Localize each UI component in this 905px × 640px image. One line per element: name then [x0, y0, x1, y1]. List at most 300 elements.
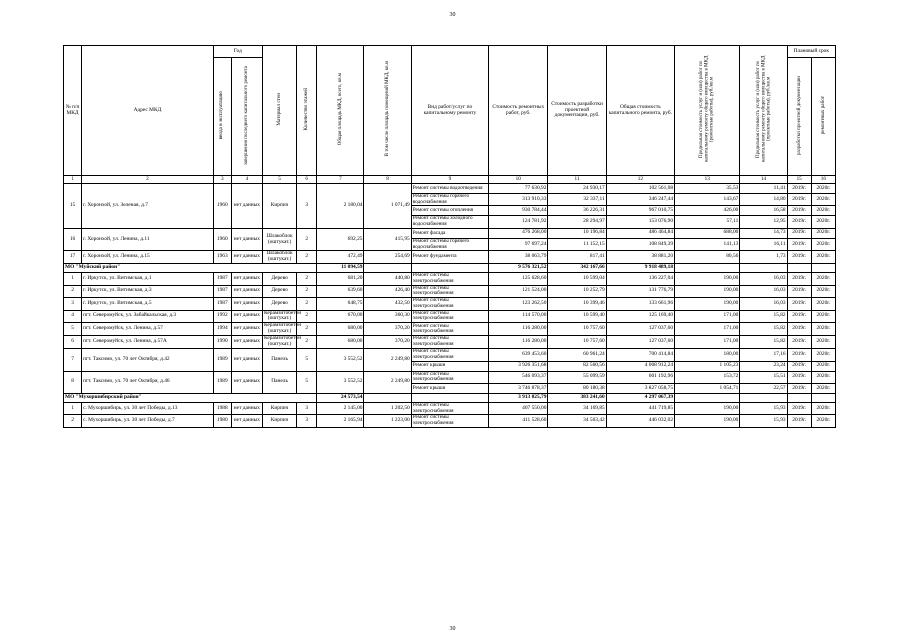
- premises-area: 415,95: [364, 228, 411, 250]
- subtotal-repair-cost: 3 913 825,79: [489, 394, 548, 403]
- limit-design-cost: 16,11: [740, 238, 787, 250]
- header-row-number: № п/п МКД: [64, 46, 82, 176]
- column-number: 16: [811, 176, 835, 184]
- repair-cost: 930 784,44: [489, 206, 548, 216]
- plan-repair-year: 2020г.: [811, 310, 835, 323]
- limit-repair-cost: 171,00: [675, 336, 740, 349]
- work-type: Ремонт системы горячего водоснабжения: [411, 238, 488, 250]
- design-cost: 32 337,11: [548, 194, 606, 206]
- repair-cost: 313 910,33: [489, 194, 548, 206]
- wall-material: Кирпич: [262, 403, 296, 415]
- limit-repair-cost: 1 054,71: [675, 384, 740, 394]
- address-cell: г. Иркутск, ул. Витимская, д.5: [82, 298, 214, 310]
- subtotal-repair-cost: 9 576 321,52: [489, 264, 548, 273]
- premises-area: 2 249,80: [364, 349, 411, 371]
- work-type: Ремонт системы горячего водоснабжения: [411, 194, 488, 206]
- repair-cost: 3 926 351,68: [489, 361, 548, 371]
- repair-cost: 546 093,37: [489, 371, 548, 383]
- limit-repair-cost: 180,00: [675, 349, 740, 361]
- table-row: [64, 323, 836, 336]
- address-cell: г. Хоронхой, ул. Ленина, д.15: [82, 251, 214, 264]
- built-year: 1992: [213, 310, 231, 323]
- plan-design-year: 2019г.: [787, 184, 811, 194]
- floors-count: 2: [297, 310, 317, 323]
- last-repair-year: нет данных: [231, 184, 262, 229]
- floors-count: 2: [297, 228, 317, 250]
- plan-repair-year: 2020г.: [811, 349, 835, 361]
- column-number: 14: [740, 176, 787, 184]
- work-type: Ремонт системы холодного водоснабжения: [411, 216, 488, 228]
- row-number: 2: [64, 415, 82, 427]
- header-premises-area: В том числе площадь помещений МКД, кв.м: [364, 46, 411, 176]
- built-year: 1960: [213, 228, 231, 250]
- wall-material: Дерево: [262, 285, 296, 297]
- total-cost: 153 076,90: [606, 216, 674, 228]
- total-area: 670,00: [317, 310, 364, 323]
- header-wall-material: Материал стен: [262, 46, 296, 176]
- header-design-cost: Стоимость разработки проектной документации, руб.: [548, 46, 606, 176]
- municipality-name: МО "Мухоршибирский район": [64, 394, 317, 403]
- empty-cell: [364, 264, 411, 273]
- header-total-cost: Общая стоимость капитального ремонта, руб.: [606, 46, 674, 176]
- repair-cost: 124 781,92: [489, 216, 548, 228]
- table-body: [64, 184, 836, 428]
- work-type: Ремонт крыши: [411, 361, 488, 371]
- wall-material: Керамзитобетон (оштукат.): [263, 335, 302, 348]
- plan-repair-year: 2020г.: [811, 194, 835, 206]
- address-cell: г. Хоронхой, ул. Зеленая, д.7: [82, 184, 214, 229]
- work-type: Ремонт системы отопления: [411, 206, 488, 216]
- total-cost: 700 414,84: [606, 349, 674, 361]
- limit-repair-cost: 190,00: [675, 285, 740, 297]
- last-repair-year: нет данных: [231, 251, 262, 264]
- total-cost: 131 776,79: [606, 285, 674, 297]
- last-repair-year: нет данных: [231, 310, 262, 323]
- last-repair-year: нет данных: [231, 371, 262, 393]
- plan-design-year: 2019г.: [787, 216, 811, 228]
- total-cost: 136 227,04: [606, 273, 674, 285]
- row-number: 4: [64, 310, 82, 323]
- repair-cost: 639 453,60: [489, 349, 548, 361]
- header-work-type: Вид работ/услуг по капитальному ремонту: [411, 46, 488, 176]
- work-type: Ремонт системы электроснабжения: [411, 349, 488, 361]
- table-row: [64, 298, 836, 310]
- plan-design-year: 2019г.: [787, 273, 811, 285]
- total-cost: 346 247,44: [606, 194, 674, 206]
- row-number: 3: [64, 298, 82, 310]
- plan-repair-year: 2020г.: [811, 285, 835, 297]
- limit-design-cost: 15,93: [740, 403, 787, 415]
- limit-repair-cost: 80,56: [675, 251, 740, 264]
- header-plan-design: разработки проектной документации: [787, 58, 811, 176]
- built-year: 1990: [213, 336, 231, 349]
- premises-area: 360,30: [364, 310, 411, 323]
- work-type: Ремонт крыши: [411, 384, 488, 394]
- total-area: 2 145,00: [317, 403, 364, 415]
- wall-material: Панель: [262, 371, 296, 393]
- built-year: 1987: [213, 285, 231, 297]
- plan-design-year: 2019г.: [787, 251, 811, 264]
- total-cost: 446 032,02: [606, 415, 674, 427]
- header-limit-design: Предельная стоимость услуг и (или) работ по капитальному ремонту общего имущества в МКД (проектные работы), руб./кв.м: [740, 46, 787, 176]
- row-number: 6: [64, 336, 82, 349]
- plan-repair-year: 2020г.: [811, 216, 835, 228]
- design-cost: 817,41: [548, 251, 606, 264]
- floors-count: 2: [297, 251, 317, 264]
- design-cost: 11 152,15: [548, 238, 606, 250]
- column-number: 11: [548, 176, 606, 184]
- work-type: Ремонт системы электроснабжения: [411, 403, 488, 415]
- work-type: Ремонт фундамента: [411, 251, 488, 264]
- floors-count: 2: [297, 285, 317, 297]
- total-area: 2 180,04: [317, 184, 364, 229]
- last-repair-year: нет данных: [231, 285, 262, 297]
- header-repair-cost: Стоимость ремонтных работ, руб.: [489, 46, 548, 176]
- limit-repair-cost: 190,00: [675, 403, 740, 415]
- address-cell: пгт. Таксимо, ул. 70 лет Октября, д.42: [82, 349, 214, 371]
- plan-repair-year: 2020г.: [811, 184, 835, 194]
- row-number: 17: [64, 251, 82, 264]
- plan-design-year: 2019г.: [787, 310, 811, 323]
- repair-cost: 116 280,00: [489, 336, 548, 349]
- wall-material: Керамзитобетон (оштукат.): [263, 309, 302, 322]
- column-number: 15: [787, 176, 811, 184]
- limit-design-cost: 15,82: [740, 336, 787, 349]
- subtotal-design-cost: 342 167,66: [548, 264, 606, 273]
- header-commissioning-year: ввода в эксплуатацию: [213, 58, 231, 176]
- limit-repair-cost: 190,00: [675, 298, 740, 310]
- last-repair-year: нет данных: [231, 273, 262, 285]
- total-area: 472,49: [317, 251, 364, 264]
- wall-material: Керамзитобетон (оштукат.): [263, 322, 302, 335]
- total-area: 680,00: [317, 323, 364, 336]
- header-limit-repair: Предельная стоимость услуг и (или) работ по капитальному ремонту общего имущества в МКД (ремонтные работы), руб./кв.м: [675, 46, 740, 176]
- total-cost: 4 008 912,24: [606, 361, 674, 371]
- repair-register-table: [63, 45, 836, 428]
- limit-design-cost: 15,51: [740, 371, 787, 383]
- plan-design-year: 2019г.: [787, 206, 811, 216]
- header-address: Адрес МКД: [82, 46, 214, 176]
- design-cost: 10 196,84: [548, 228, 606, 238]
- limit-design-cost: 14,73: [740, 228, 787, 238]
- work-type: Ремонт системы электроснабжения: [411, 298, 488, 310]
- limit-design-cost: 15,93: [740, 415, 787, 427]
- limit-design-cost: 17,16: [740, 349, 787, 361]
- total-cost: 102 561,08: [606, 184, 674, 194]
- limit-design-cost: 16,58: [740, 206, 787, 216]
- limit-design-cost: 11,41: [740, 184, 787, 194]
- wall-material: Панель: [262, 349, 296, 371]
- empty-cell: [740, 394, 787, 403]
- plan-repair-year: 2020г.: [811, 228, 835, 238]
- design-cost: 10 399,46: [548, 298, 606, 310]
- row-number: 2: [64, 285, 82, 297]
- limit-design-cost: 16,03: [740, 273, 787, 285]
- floors-count: 2: [297, 323, 317, 336]
- address-cell: с. Мухоршибирь, ул. 30 лет Победы, д.7: [82, 415, 214, 427]
- plan-repair-year: 2020г.: [811, 371, 835, 383]
- built-year: 1987: [213, 273, 231, 285]
- total-area: 648,75: [317, 298, 364, 310]
- plan-repair-year: 2020г.: [811, 251, 835, 264]
- subtotal-design-cost: 383 241,60: [548, 394, 606, 403]
- limit-design-cost: 1,73: [740, 251, 787, 264]
- row-number: 5: [64, 323, 82, 336]
- limit-design-cost: 23,24: [740, 361, 787, 371]
- repair-cost: 411 528,60: [489, 415, 548, 427]
- total-area: 681,20: [317, 273, 364, 285]
- premises-area: 426,40: [364, 285, 411, 297]
- work-type: Ремонт фасада: [411, 228, 488, 238]
- empty-cell: [787, 264, 811, 273]
- table-row: [64, 285, 836, 297]
- header-plan-repair: ремонтных работ: [811, 58, 835, 176]
- total-area: 3 552,52: [317, 371, 364, 393]
- limit-repair-cost: 190,00: [675, 273, 740, 285]
- work-type: Ремонт системы водоотведения: [411, 184, 488, 194]
- total-cost: 486 464,84: [606, 228, 674, 238]
- built-year: 1963: [213, 251, 231, 264]
- address-cell: пгт. Таксимо, ул. 70 лет Октября, д.46: [82, 371, 214, 393]
- premises-area: 370,20: [364, 323, 411, 336]
- total-cost: 127 037,60: [606, 323, 674, 336]
- plan-design-year: 2019г.: [787, 194, 811, 206]
- address-cell: пгт. Северомуйск, ул. Ленина, д.57: [82, 323, 214, 336]
- design-cost: 10 599,04: [548, 273, 606, 285]
- limit-repair-cost: 153,72: [675, 371, 740, 383]
- plan-repair-year: 2020г.: [811, 298, 835, 310]
- repair-cost: 77 630,92: [489, 184, 548, 194]
- column-number: 7: [317, 176, 364, 184]
- premises-area: 2 249,80: [364, 371, 411, 393]
- table-row: [64, 228, 836, 238]
- total-cost: 133 661,96: [606, 298, 674, 310]
- address-cell: пгт. Северомуйск, ул. Ленина, д.57А: [82, 336, 214, 349]
- table-row: [64, 371, 836, 383]
- premises-area: 432,50: [364, 298, 411, 310]
- column-number: 10: [489, 176, 548, 184]
- column-numbers-row: [64, 176, 836, 184]
- wall-material: Кирпич: [262, 415, 296, 427]
- table-row: [64, 310, 836, 323]
- total-area: 680,00: [317, 336, 364, 349]
- address-cell: г. Иркутск, ул. Витимская, д.1: [82, 273, 214, 285]
- row-number: 16: [64, 228, 82, 250]
- wall-material: Дерево: [262, 273, 296, 285]
- premises-area: 1 223,00: [364, 415, 411, 427]
- plan-design-year: 2019г.: [787, 323, 811, 336]
- plan-repair-year: 2020г.: [811, 415, 835, 427]
- total-cost: 967 010,75: [606, 206, 674, 216]
- repair-cost: 476 268,00: [489, 228, 548, 238]
- design-cost: 80 180,38: [548, 384, 606, 394]
- total-cost: 127 037,60: [606, 336, 674, 349]
- table-row: [64, 403, 836, 415]
- repair-cost: 125 628,60: [489, 273, 548, 285]
- total-cost: 3 827 058,75: [606, 384, 674, 394]
- address-cell: с. Мухоршибирь, ул. 30 лет Победы, д.13: [82, 403, 214, 415]
- design-cost: 10 757,60: [548, 336, 606, 349]
- total-area: 3 552,52: [317, 349, 364, 371]
- column-number: 13: [675, 176, 740, 184]
- floors-count: 5: [297, 349, 317, 371]
- subtotal-area: 11 094,59: [317, 264, 364, 273]
- total-area: 639,60: [317, 285, 364, 297]
- limit-repair-cost: 57,11: [675, 216, 740, 228]
- table-row: [64, 415, 836, 427]
- repair-cost: 114 570,00: [489, 310, 548, 323]
- header-total-area: Общая площадь МКД, всего, кв.м: [317, 46, 364, 176]
- total-cost: 441 719,85: [606, 403, 674, 415]
- premises-area: 1 202,50: [364, 403, 411, 415]
- limit-design-cost: 16,03: [740, 298, 787, 310]
- floors-count: 2: [297, 298, 317, 310]
- plan-repair-year: 2020г.: [811, 323, 835, 336]
- plan-repair-year: 2020г.: [811, 273, 835, 285]
- limit-repair-cost: 426,00: [675, 206, 740, 216]
- premises-area: 254,69: [364, 251, 411, 264]
- municipality-subtotal-row: [64, 264, 836, 273]
- last-repair-year: нет данных: [231, 336, 262, 349]
- column-number: 6: [297, 176, 317, 184]
- limit-design-cost: 12,95: [740, 216, 787, 228]
- header-last-repair-year: завершения последнего капитального ремонта: [231, 58, 262, 176]
- total-area: 692,25: [317, 228, 364, 250]
- row-number: 15: [64, 184, 82, 229]
- design-cost: 55 099,59: [548, 371, 606, 383]
- last-repair-year: нет данных: [231, 298, 262, 310]
- wall-material: Шлакоблок (оштукат.): [262, 228, 296, 250]
- limit-repair-cost: 171,00: [675, 310, 740, 323]
- page-number-bottom: 30: [449, 626, 456, 632]
- design-cost: 60 961,24: [548, 349, 606, 361]
- municipality-name: МО "Муйский район": [64, 264, 317, 273]
- plan-design-year: 2019г.: [787, 336, 811, 349]
- header-plan-group: Плановый срок: [787, 46, 835, 58]
- built-year: 1989: [213, 371, 231, 393]
- limit-design-cost: 15,82: [740, 310, 787, 323]
- design-cost: 10 599,40: [548, 310, 606, 323]
- limit-design-cost: 14,80: [740, 194, 787, 206]
- column-number: 4: [231, 176, 262, 184]
- built-year: 1989: [213, 349, 231, 371]
- row-number: 1: [64, 273, 82, 285]
- premises-area: 440,80: [364, 273, 411, 285]
- last-repair-year: нет данных: [231, 323, 262, 336]
- limit-repair-cost: 141,13: [675, 238, 740, 250]
- empty-cell: [740, 264, 787, 273]
- column-number: 8: [364, 176, 411, 184]
- address-cell: г. Иркутск, ул. Витимская, д.3: [82, 285, 214, 297]
- premises-area: 370,20: [364, 336, 411, 349]
- built-year: 1980: [213, 415, 231, 427]
- plan-repair-year: 2020г.: [811, 238, 835, 250]
- work-type: Ремонт системы электроснабжения: [411, 371, 488, 383]
- empty-cell: [811, 264, 835, 273]
- repair-cost: 407 550,00: [489, 403, 548, 415]
- subtotal-total-cost: 4 297 067,39: [606, 394, 674, 403]
- floors-count: 3: [297, 415, 317, 427]
- plan-design-year: 2019г.: [787, 228, 811, 238]
- municipality-subtotal-row: [64, 394, 836, 403]
- last-repair-year: нет данных: [231, 349, 262, 371]
- limit-repair-cost: 35,53: [675, 184, 740, 194]
- plan-design-year: 2019г.: [787, 238, 811, 250]
- column-number: 12: [606, 176, 674, 184]
- work-type: Ремонт системы электроснабжения: [411, 336, 488, 349]
- page-number-top: 30: [449, 12, 456, 18]
- repair-cost: 121 524,00: [489, 285, 548, 297]
- work-type: Ремонт системы электроснабжения: [411, 415, 488, 427]
- total-cost: 108 849,39: [606, 238, 674, 250]
- address-cell: г. Хоронхой, ул. Ленина, д.11: [82, 228, 214, 250]
- address-cell: пгт. Северомуйск, ул. Забайкальская, д.3: [82, 310, 214, 323]
- built-year: 1994: [213, 323, 231, 336]
- work-type: Ремонт системы электроснабжения: [411, 273, 488, 285]
- empty-cell: [675, 394, 740, 403]
- empty-cell: [675, 264, 740, 273]
- plan-repair-year: 2020г.: [811, 336, 835, 349]
- last-repair-year: нет данных: [231, 403, 262, 415]
- limit-repair-cost: 171,00: [675, 323, 740, 336]
- table-row: [64, 336, 836, 349]
- table-row: [64, 273, 836, 285]
- subtotal-total-cost: 9 918 489,18: [606, 264, 674, 273]
- column-number: 3: [213, 176, 231, 184]
- empty-cell: [364, 394, 411, 403]
- built-year: 1988: [213, 403, 231, 415]
- limit-repair-cost: 190,00: [675, 415, 740, 427]
- design-cost: 24 930,17: [548, 184, 606, 194]
- total-area: 2 165,94: [317, 415, 364, 427]
- wall-material: Шлакоблок (оштукат.): [262, 251, 296, 264]
- design-cost: 34 169,85: [548, 403, 606, 415]
- design-cost: 82 560,56: [548, 361, 606, 371]
- design-cost: 28 294,97: [548, 216, 606, 228]
- column-number: 2: [82, 176, 214, 184]
- repair-cost: 38 063,79: [489, 251, 548, 264]
- design-cost: 10 252,79: [548, 285, 606, 297]
- plan-repair-year: 2020г.: [811, 206, 835, 216]
- plan-design-year: 2019г.: [787, 415, 811, 427]
- header-year-group: Год: [213, 46, 262, 58]
- total-cost: 601 192,96: [606, 371, 674, 383]
- plan-design-year: 2019г.: [787, 371, 811, 383]
- design-cost: 10 757,60: [548, 323, 606, 336]
- floors-count: 2: [297, 336, 317, 349]
- repair-cost: 116 280,00: [489, 323, 548, 336]
- row-number: 8: [64, 371, 82, 393]
- work-type: Ремонт системы электроснабжения: [411, 310, 488, 323]
- design-cost: 36 226,31: [548, 206, 606, 216]
- plan-repair-year: 2020г.: [811, 384, 835, 394]
- floors-count: 5: [297, 371, 317, 393]
- floors-count: 3: [297, 184, 317, 229]
- limit-design-cost: 16,03: [740, 285, 787, 297]
- plan-repair-year: 2020г.: [811, 403, 835, 415]
- built-year: 1987: [213, 298, 231, 310]
- plan-design-year: 2019г.: [787, 285, 811, 297]
- column-number: 1: [64, 176, 82, 184]
- last-repair-year: нет данных: [231, 415, 262, 427]
- empty-cell: [787, 394, 811, 403]
- floors-count: 3: [297, 403, 317, 415]
- total-cost: 38 881,20: [606, 251, 674, 264]
- table-row: [64, 251, 836, 264]
- repair-cost: 123 262,50: [489, 298, 548, 310]
- plan-design-year: 2019г.: [787, 403, 811, 415]
- plan-repair-year: 2020г.: [811, 361, 835, 371]
